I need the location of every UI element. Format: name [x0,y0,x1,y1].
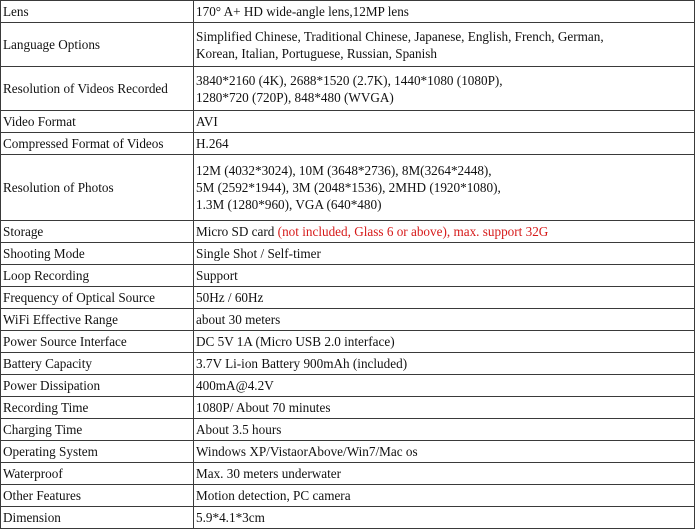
spec-row-video-format [1,111,695,133]
spec-label: Loop Recording [1,265,194,287]
spec-row-battery-capacity [1,353,695,375]
spec-row-shooting-mode [1,243,695,265]
spec-row-loop-recording [1,265,695,287]
spec-row-compressed-format [1,133,695,155]
spec-row-optical-frequency [1,287,695,309]
spec-value: 170° A+ HD wide-angle lens,12MP lens [194,1,695,23]
spec-value: DC 5V 1A (Micro USB 2.0 interface) [194,331,695,353]
spec-row-operating-system [1,441,695,463]
spec-row-recording-time [1,397,695,419]
spec-label: Charging Time [1,419,194,441]
spec-value: About 3.5 hours [194,419,695,441]
spec-label: Other Features [1,485,194,507]
spec-label: Dimension [1,507,194,529]
spec-label: Operating System [1,441,194,463]
spec-label: Resolution of Videos Recorded [1,67,194,111]
spec-row-video-resolution [1,67,695,111]
spec-value: AVI [194,111,695,133]
spec-label: Recording Time [1,397,194,419]
spec-label: Power Dissipation [1,375,194,397]
spec-label: Compressed Format of Videos [1,133,194,155]
spec-value: 400mA@4.2V [194,375,695,397]
spec-value: Single Shot / Self-timer [194,243,695,265]
spec-value: 3840*2160 (4K), 2688*1520 (2.7K), 1440*1080 (1080P), 1280*720 (720P), 848*480 (WVGA) [194,67,695,111]
spec-row-power-interface [1,331,695,353]
spec-row-dimension [1,507,695,529]
spec-value: Motion detection, PC camera [194,485,695,507]
spec-label: WiFi Effective Range [1,309,194,331]
spec-label: Lens [1,1,194,23]
spec-label: Storage [1,221,194,243]
spec-label: Shooting Mode [1,243,194,265]
spec-row-other-features [1,485,695,507]
spec-value: Support [194,265,695,287]
spec-value: Simplified Chinese, Traditional Chinese, Japanese, English, French, German, Korean, Italian, Portuguese, Russian, Spanish [194,23,695,67]
spec-value: 3.7V Li-ion Battery 900mAh (included) [194,353,695,375]
spec-label: Video Format [1,111,194,133]
spec-value: 1080P/ About 70 minutes [194,397,695,419]
spec-value: 12M (4032*3024), 10M (3648*2736), 8M(3264*2448), 5M (2592*1944), 3M (2048*1536), 2MHD (1920*1080), 1.3M (1280*960), VGA (640*480) [194,155,695,221]
spec-value: H.264 [194,133,695,155]
spec-label: Power Source Interface [1,331,194,353]
spec-label: Battery Capacity [1,353,194,375]
spec-label: Resolution of Photos [1,155,194,221]
spec-row-wifi-range [1,309,695,331]
spec-label: Waterproof [1,463,194,485]
spec-label: Frequency of Optical Source [1,287,194,309]
spec-row-waterproof [1,463,695,485]
spec-value: Micro SD card (not included, Glass 6 or above), max. support 32G [194,221,695,243]
spec-value: 5.9*4.1*3cm [194,507,695,529]
spec-value: Windows XP/VistaorAbove/Win7/Mac os [194,441,695,463]
storage-warning-note: (not included, Glass 6 or above), max. support 32G [277,224,549,239]
spec-row-lens [1,1,695,23]
spec-value: about 30 meters [194,309,695,331]
spec-label: Language Options [1,23,194,67]
spec-value: Max. 30 meters underwater [194,463,695,485]
spec-value: 50Hz / 60Hz [194,287,695,309]
spec-row-storage [1,221,695,243]
spec-row-photo-resolution [1,155,695,221]
spec-row-language-options [1,23,695,67]
spec-row-charging-time [1,419,695,441]
spec-row-power-dissipation [1,375,695,397]
